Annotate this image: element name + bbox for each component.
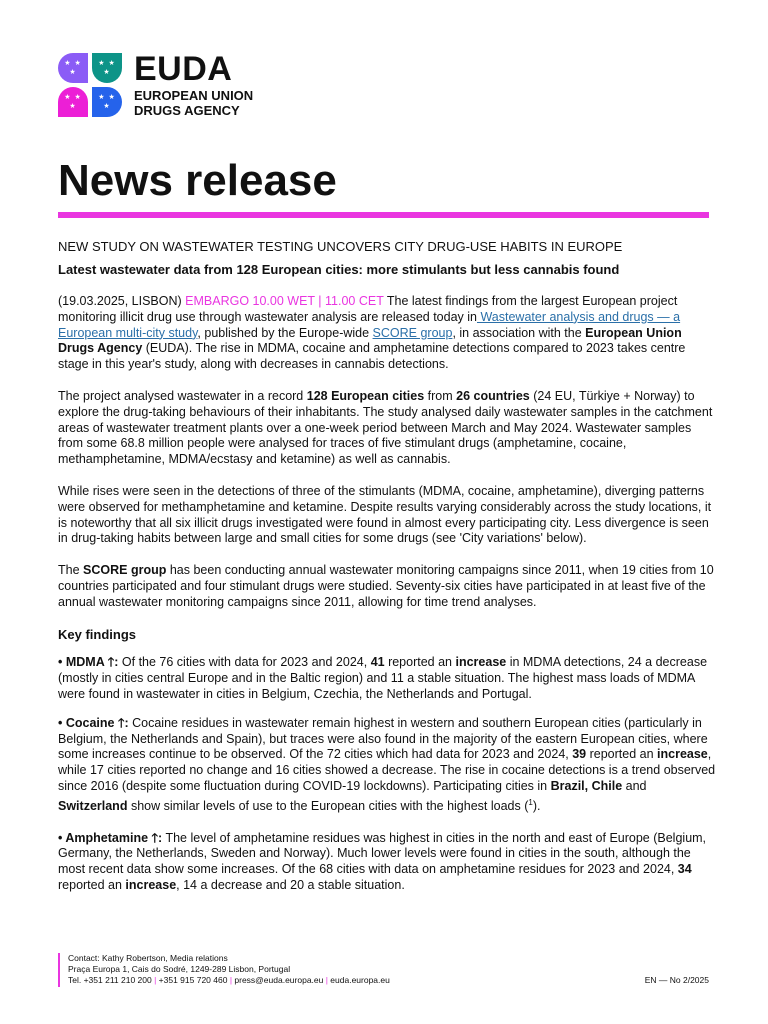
paragraph-score bbox=[58, 563, 717, 610]
finding-label: • MDMA bbox=[58, 655, 108, 670]
text: , published by the Europe-wide bbox=[197, 325, 373, 340]
bold-text: 128 European cities bbox=[306, 388, 425, 403]
text: : bbox=[114, 655, 119, 670]
footer-tel-1: Tel. +351 211 210 200 bbox=[68, 975, 152, 985]
page-footer bbox=[58, 953, 709, 987]
footer-contact-name: Contact: Kathy Robertson, Media relations bbox=[68, 953, 228, 963]
text: The project analysed wastewater in a record bbox=[58, 388, 307, 403]
page-title: News release bbox=[58, 156, 337, 205]
study-link[interactable]: Wastewater analysis and drugs — a European multi-city study bbox=[58, 309, 681, 340]
score-group-link[interactable]: SCORE group bbox=[372, 325, 453, 340]
logo-wordmark bbox=[134, 52, 253, 118]
footnote-ref[interactable]: 1 bbox=[528, 797, 533, 807]
text: and bbox=[622, 778, 647, 793]
logo-mark-teal: ★ ★ ★ bbox=[92, 53, 122, 83]
logo-line-1: EUROPEAN UNION bbox=[134, 88, 254, 103]
text: The bbox=[58, 563, 84, 578]
bold-text: increase bbox=[455, 655, 507, 670]
text: , while 17 cities reported no change and 16 cities showed a decrease. The rise in cocaine detections is a trend observed since 2016 (despite some fluctuation during COVID-19 lockdowns). Participating cities in bbox=[58, 747, 716, 793]
headline: Latest wastewater data from 128 European cities: more stimulants but less cannabis found bbox=[58, 262, 620, 277]
text: The latest findings from the largest European project monitoring illicit drug use through wastewater analysis are released today in bbox=[58, 294, 678, 324]
finding-amphetamine bbox=[58, 831, 717, 894]
text: reported an bbox=[58, 878, 126, 893]
footer-rule bbox=[58, 953, 60, 987]
footer-address: Praça Europa 1, Cais do Sodré, 1249-289 Lisbon, Portugal bbox=[68, 964, 291, 974]
arrow-up-icon: 🡑 bbox=[107, 655, 115, 670]
text: : bbox=[158, 830, 163, 845]
paragraph-project bbox=[58, 389, 717, 468]
bold-text: 39 bbox=[572, 747, 587, 762]
euda-logo bbox=[58, 52, 253, 118]
key-findings-heading: Key findings bbox=[58, 626, 137, 642]
kicker: NEW STUDY ON WASTEWATER TESTING UNCOVERS CITY DRUG-USE HABITS IN EUROPE bbox=[58, 239, 623, 254]
document-number: EN — No 2/2025 bbox=[644, 975, 709, 985]
text: in MDMA detections, 24 a decrease (mostly in cities central Europe and in the Baltic region) and 11 a stable situation. The highest mass loads of MDMA were found in wastewater in cities in Belgium, Czechia, the Netherlands and Portugal. bbox=[58, 655, 708, 701]
text: (24 EU, Türkiye + Norway) to explore the drug-taking behaviours of their inhabitants. The study analysed daily wastewater samples in the catchment areas of wastewater treatment plants over a one-week period between March and May 2024. Wastewater samples from some 68.8 million people were analysed for traces of five stimulant drugs (amphetamine, cocaine, methamphetamine, MDMA/ecstasy and ketamine) as well as cannabis. bbox=[58, 388, 713, 467]
bold-text: Switzerland bbox=[58, 798, 128, 813]
paragraph-intro bbox=[58, 294, 717, 373]
bold-text: 34 bbox=[677, 862, 692, 877]
title-divider bbox=[58, 212, 709, 218]
bold-text: SCORE group bbox=[83, 563, 167, 578]
bold-text: increase bbox=[125, 878, 177, 893]
text: reported an bbox=[586, 747, 658, 762]
text: reported an bbox=[384, 655, 456, 670]
text: show similar levels of use to the European cities with the highest loads ( bbox=[127, 798, 529, 813]
logo-mark-pink: ★ ★ ★ bbox=[58, 87, 88, 117]
article-body bbox=[58, 238, 717, 910]
text: , 14 a decrease and 20 a stable situation. bbox=[176, 878, 405, 893]
footer-website[interactable]: euda.europa.eu bbox=[330, 975, 390, 985]
dateline: (19.03.2025, LISBON) bbox=[58, 294, 186, 308]
separator: | bbox=[151, 975, 159, 985]
text: has been conducting annual wastewater monitoring campaigns since 2011, when 19 cities from 10 countries participated and four stimulant drugs were studied. Seventy-six cities have participated in at least five of the annual wastewater monitoring campaigns since 2011, allowing for time trend analyses. bbox=[58, 563, 714, 609]
text: from bbox=[424, 388, 457, 403]
separator: | bbox=[323, 975, 331, 985]
bold-text: 41 bbox=[370, 655, 385, 670]
text: ). bbox=[532, 798, 541, 813]
finding-label: • Amphetamine bbox=[58, 830, 152, 845]
text: Of the 76 cities with data for 2023 and 2024, bbox=[118, 655, 371, 670]
logo-mark-purple: ★ ★ ★ bbox=[58, 53, 88, 83]
finding-cocaine bbox=[58, 716, 717, 815]
logo-mark bbox=[58, 53, 122, 117]
text: (EUDA). The rise in MDMA, cocaine and amphetamine detections compared to 2023 takes centre stage in this year's study, along with decreases in cannabis detections. bbox=[58, 341, 686, 372]
arrow-up-icon: 🡑 bbox=[117, 715, 125, 730]
separator: | bbox=[227, 975, 235, 985]
text: : bbox=[124, 715, 129, 730]
bold-text: European Union Drugs Agency bbox=[58, 325, 682, 356]
footer-contact bbox=[68, 953, 390, 986]
finding-mdma bbox=[58, 655, 717, 702]
paragraph-stimulants: While rises were seen in the detections of three of the stimulants (MDMA, cocaine, amphetamine), diverging patterns were observed for methamphetamine and ketamine. Despite results varying considerably across the study locations, it is noteworthy that all six illicit drugs investigated were found in almost every participating city. Less divergence is seen in drug-taking habits between large and small cities for some drugs (see 'City variations' below). bbox=[58, 483, 712, 546]
embargo-notice: EMBARGO 10.00 WET | 11.00 CET bbox=[185, 294, 384, 308]
finding-label: • Cocaine bbox=[58, 715, 118, 730]
logo-mark-blue: ★ ★ ★ bbox=[92, 87, 122, 117]
logo-line-2: DRUGS AGENCY bbox=[134, 103, 240, 118]
footer-contact-line bbox=[68, 975, 390, 986]
text: Cocaine residues in wastewater remain highest in western and southern European cities (particularly in Belgium, the Netherlands and Spain), but traces were also found in the majority of the eastern European cities, where some increases continue to be observed. Of the 72 cities which had data for 2023 and 2024, bbox=[58, 715, 708, 762]
footer-email[interactable]: press@euda.europa.eu bbox=[234, 975, 324, 985]
bold-text: Brazil, Chile bbox=[550, 778, 623, 793]
logo-name: EUDA bbox=[134, 50, 233, 88]
bold-text: increase bbox=[657, 747, 708, 762]
text: , in association with the bbox=[452, 325, 586, 340]
text: The level of amphetamine residues was highest in cities in the north and east of Europe (Belgium, Germany, the Netherlands, Sweden and Norway). Much lower levels were found in cities in the south, although the most recent data show some increases. Of the 68 cities with data on amphetamine residues for 2023 and 2024, bbox=[58, 830, 707, 877]
footer-tel-2: +351 915 720 460 bbox=[158, 975, 228, 985]
bold-text: 26 countries bbox=[456, 388, 530, 403]
arrow-up-icon: 🡑 bbox=[151, 830, 159, 845]
